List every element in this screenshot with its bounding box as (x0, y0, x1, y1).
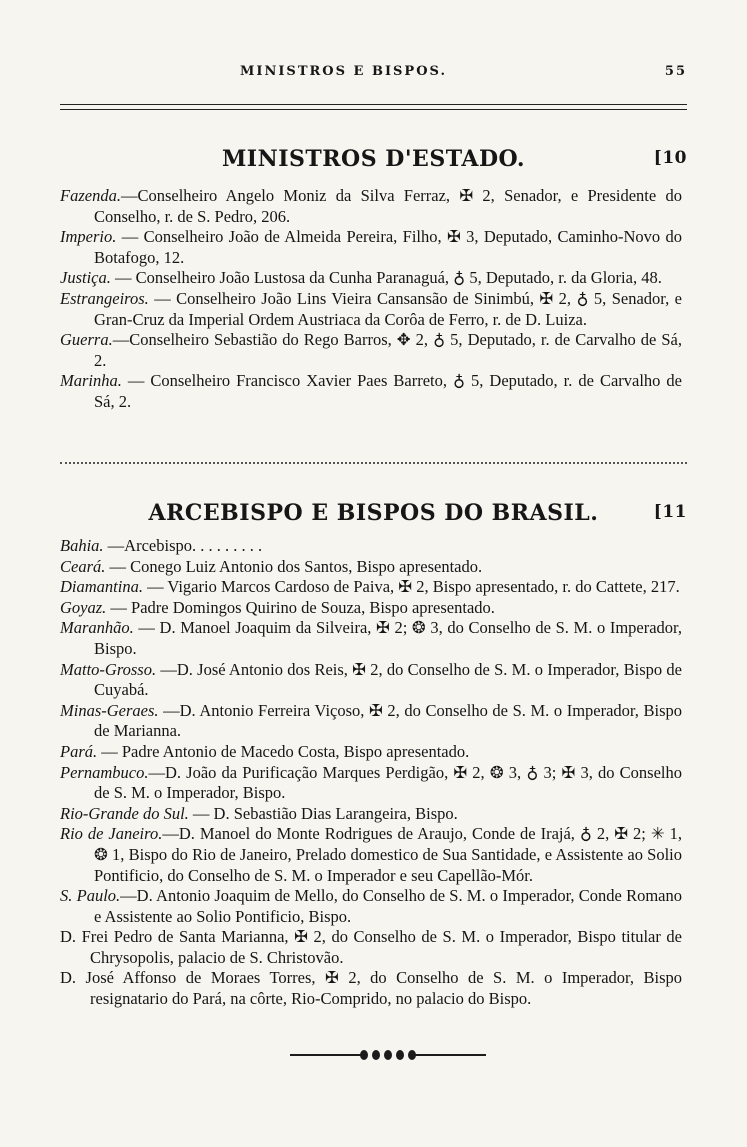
list-item (60, 618, 682, 659)
entry-text: — Conselheiro João Lins Vieira Cansansão de Sinimbú, ✠ 2, ♁ 5, Senador, e Gran-Cruz da Imperial Ordem Austriaca da Corôa de Ferro, r. de D. Luiza. (94, 288, 682, 329)
list-item (60, 886, 682, 927)
portfolio-name: Justiça. (60, 268, 111, 288)
diocese-name: Maranhão. (60, 618, 134, 638)
entry-text: D. José Affonso de Moraes Torres, ✠ 2, do Conselho de S. M. o Imperador, Bispo resignatario do Pará, na côrte, Rio-Comprido, no palacio do Bispo. (60, 968, 682, 1009)
list-item (60, 598, 682, 619)
running-title: MINISTROS E BISPOS. (240, 64, 447, 79)
list-item (60, 557, 682, 578)
diocese-name: Rio-Grande do Sul. (60, 803, 189, 823)
portfolio-name: Imperio. (60, 227, 117, 247)
bishops-title: ARCEBISPO E BISPOS DO BRASIL. (148, 500, 599, 526)
ministers-list (60, 186, 682, 413)
entry-text: —D. José Antonio dos Reis, ✠ 2, do Conselho de S. M. o Imperador, Bispo de Cuyabá. (94, 659, 682, 700)
list-item (60, 742, 682, 763)
diocese-name: Rio de Janeiro. (60, 824, 163, 844)
diocese-name: Minas-Geraes. (60, 700, 159, 720)
list-item (60, 660, 682, 701)
header-rule (60, 104, 687, 110)
entry-text: —Conselheiro Angelo Moniz da Silva Ferraz, ✠ 2, Senador, e Presidente do Conselho, r. de S. Pedro, 206. (94, 186, 682, 226)
entry-text: — Conselheiro João de Almeida Pereira, Filho, ✠ 3, Deputado, Caminho-Novo do Botafogo, 12. (94, 227, 682, 267)
list-item (60, 289, 682, 330)
diocese-name: Pará. (60, 741, 98, 761)
entry-text: — Conego Luiz Antonio dos Santos, Bispo apresentado. (105, 556, 483, 576)
diocese-name: Pernambuco. (60, 762, 149, 782)
page-number: 55 (664, 64, 687, 79)
entry-text: —Conselheiro Sebastião do Rego Barros, ✥ 2, ♁ 5, Deputado, r. de Carvalho de Sá, 2. (94, 330, 682, 370)
entry-text: —D. Antonio Ferreira Viçoso, ✠ 2, do Conselho de S. M. o Imperador, Bispo de Marianna. (94, 700, 682, 741)
list-item (60, 804, 682, 825)
entry-text: —D. Manoel do Monte Rodrigues de Araujo, Conde de Irajá, ♁ 2, ✠ 2; ✳ 1, ❂ 1, Bispo do Rio de Janeiro, Prelado domestico de Sua Santidade, e Assistente ao Solio Pontificio, do Conselho de S. M. o Imperador e seu Capellão-Mór. (94, 824, 682, 885)
diocese-name: Diamantina. (60, 577, 143, 597)
entry-text: — D. Manoel Joaquim da Silveira, ✠ 2; ❂ 3, do Conselho de S. M. o Imperador, Bispo. (94, 618, 682, 658)
list-item (60, 577, 682, 598)
entry-text: — Conselheiro João Lustosa da Cunha Paranaguá, ♁ 5, Deputado, r. da Gloria, 48. (110, 268, 662, 288)
list-item (60, 186, 682, 227)
diocese-name: Bahia. (60, 536, 104, 555)
portfolio-name: Marinha. (60, 371, 122, 391)
list-item (60, 371, 682, 412)
ornament-line-right (414, 1054, 486, 1056)
ornament-bead (372, 1050, 380, 1060)
entry-text: — Padre Antonio de Macedo Costa, Bispo apresentado. (97, 741, 470, 761)
bishops-section-title (60, 500, 687, 530)
tailpiece-ornament (290, 1048, 486, 1062)
entry-text: —D. Antonio Joaquim de Mello, do Conselho de S. M. o Imperador, Conde Romano e Assistente ao Solio Pontificio, Bispo. (94, 886, 683, 926)
entry-text: — Padre Domingos Quirino de Souza, Bispo apresentado. (106, 597, 495, 617)
bishops-list (60, 536, 682, 1010)
ornament-bead (396, 1050, 404, 1060)
entry-text: —Arcebispo. . . . . . . . . (103, 536, 263, 555)
ministers-section-number: [10 (653, 148, 687, 168)
list-item (60, 227, 682, 268)
entry-text: D. Frei Pedro de Santa Marianna, ✠ 2, do Conselho de S. M. o Imperador, Bispo titular de Chrysopolis, palacio de S. Christovão. (60, 927, 682, 967)
entry-text: — D. Sebastião Dias Larangeira, Bispo. (188, 803, 458, 823)
list-item (60, 927, 682, 968)
ornament-line-left (290, 1054, 362, 1056)
entry-text: — Conselheiro Francisco Xavier Paes Barreto, ♁ 5, Deputado, r. de Carvalho de Sá, 2. (94, 371, 682, 411)
list-item (60, 268, 682, 289)
ornament-beads (360, 1048, 416, 1062)
ornament-bead (360, 1050, 368, 1060)
list-item (60, 968, 682, 1009)
ornament-bead (384, 1050, 392, 1060)
running-head (60, 64, 687, 86)
entry-text: —D. João da Purificação Marques Perdigão, ✠ 2, ❂ 3, ♁ 3; ✠ 3, do Conselho de S. M. o Imperador, Bispo. (94, 762, 682, 803)
portfolio-name: Fazenda. (60, 186, 121, 205)
diocese-name: Goyaz. (60, 597, 107, 617)
entry-text: — Vigario Marcos Cardoso de Paiva, ✠ 2, Bispo apresentado, r. do Cattete, 217. (142, 577, 680, 597)
ministers-title: MINISTROS D'ESTADO. (221, 146, 526, 172)
list-item (60, 330, 682, 371)
list-item (60, 536, 682, 557)
portfolio-name: Estrangeiros. (60, 288, 149, 308)
bishops-section-number: [11 (653, 502, 687, 522)
diocese-name: Matto-Grosso. (60, 659, 157, 679)
list-item (60, 824, 682, 886)
list-item (60, 701, 682, 742)
ministers-section-title (60, 146, 687, 176)
diocese-name: S. Paulo. (60, 886, 121, 906)
section-divider (60, 462, 687, 464)
list-item (60, 763, 682, 804)
diocese-name: Ceará. (60, 556, 106, 576)
portfolio-name: Guerra. (60, 330, 113, 350)
